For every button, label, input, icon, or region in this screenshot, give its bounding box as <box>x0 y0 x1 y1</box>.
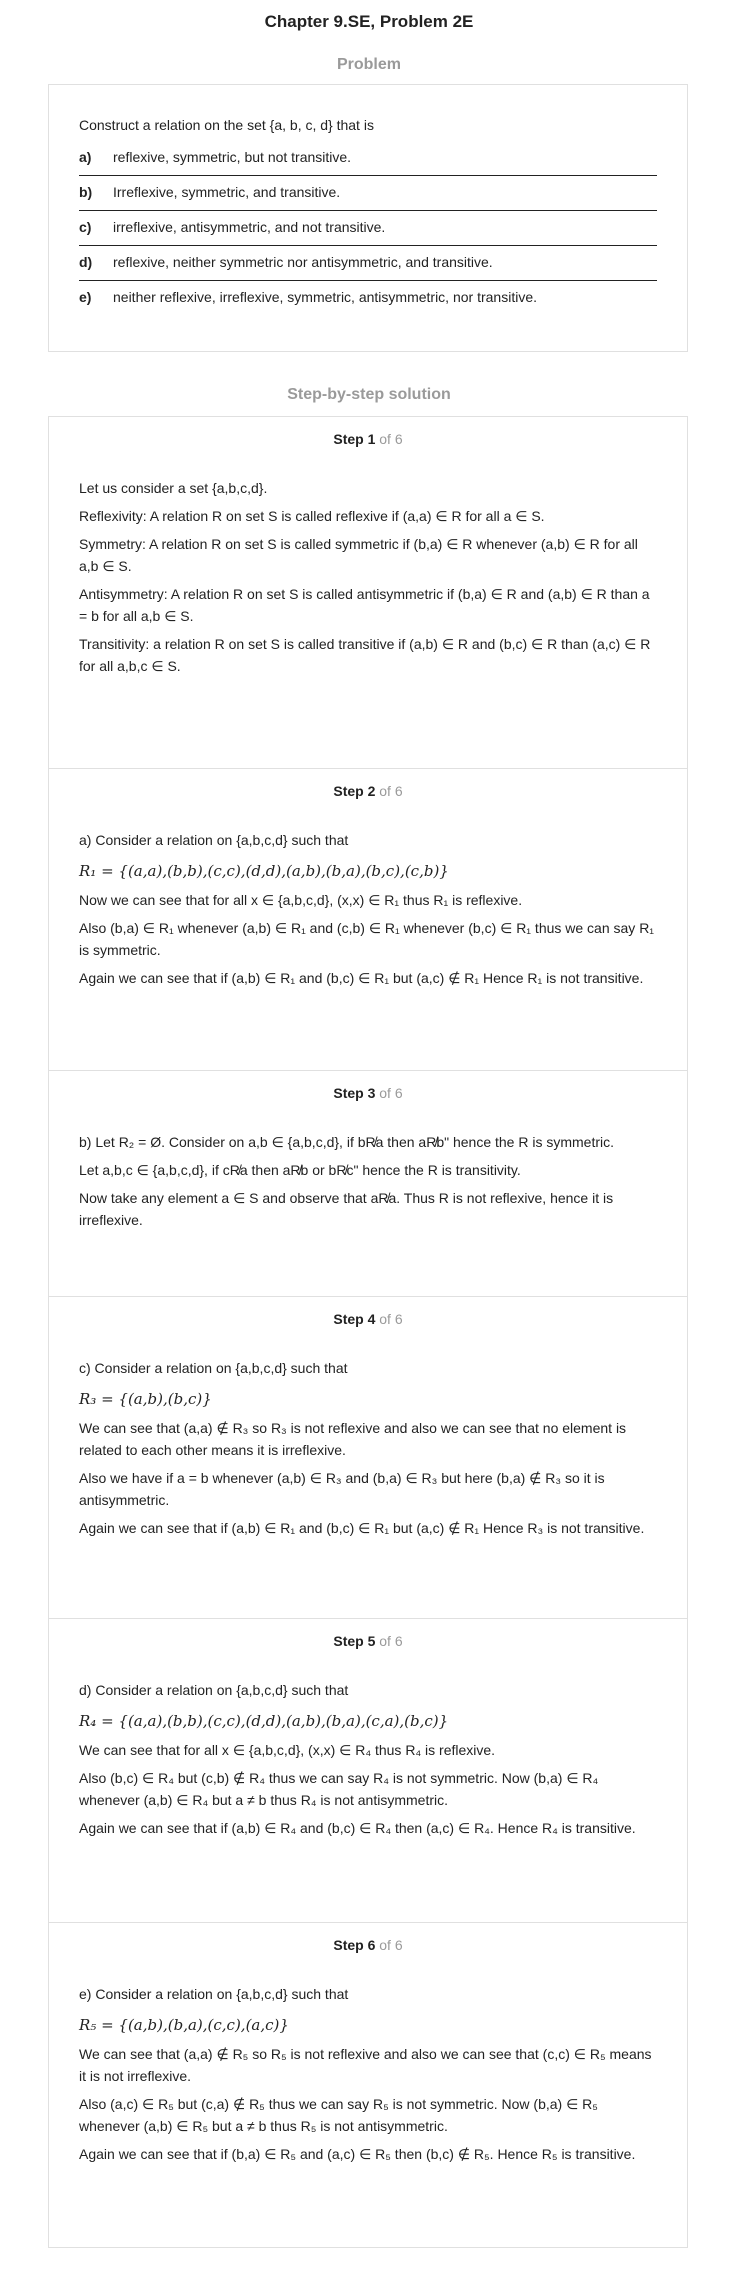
step-title <box>79 1085 657 1125</box>
step-count: of 6 <box>379 1311 403 1327</box>
step-line: Let us consider a set {a,b,c,d}. <box>79 480 268 496</box>
step-line: Now we can see that for all x ∈ {a,b,c,d}, (x,x) ∈ R₁ thus R₁ is reflexive. <box>79 892 523 908</box>
step-label: Step 5 <box>333 1633 376 1649</box>
step-line: Reflexivity: A relation R on set S is called reflexive if (a,a) ∈ R for all a ∈ S. <box>79 508 545 524</box>
part-text: irreflexive, antisymmetric, and not transitive. <box>113 219 386 235</box>
solution-steps <box>48 416 688 2248</box>
step-label: Step 1 <box>333 431 376 447</box>
step-line: Again we can see that if (a,b) ∈ R₁ and (b,c) ∈ R₁ but (a,c) ∉ R₁ Hence R₃ is not transitive. <box>79 1520 645 1536</box>
step-title <box>79 1633 657 1673</box>
step-line: Again we can see that if (b,a) ∈ R₅ and (a,c) ∈ R₅ then (b,c) ∉ R₅. Hence R₅ is transitive. <box>79 2146 636 2162</box>
problem-card <box>48 84 688 352</box>
problem-heading: Problem <box>336 56 401 73</box>
step-line: Now take any element a ∈ S and observe that aR̸a. Thus R is not reflexive, hence it is irreflexive. <box>79 1190 614 1228</box>
step-label: Step 6 <box>333 1937 376 1953</box>
part-text: reflexive, symmetric, but not transitive. <box>113 149 352 165</box>
step-line: Also we have if a = b whenever (a,b) ∈ R₃ and (b,a) ∈ R₃ but here (b,a) ∉ R₃ so it is antisymmetric. <box>79 1470 605 1508</box>
step-line: Also (a,c) ∈ R₅ but (c,a) ∉ R₅ thus we can say R₅ is not symmetric. Now (b,a) ∈ R₅ whenever (a,b) ∈ R₅ but a ≠ b thus R₅ is not antisymmetric. <box>79 2096 598 2134</box>
part-text: neither reflexive, irreflexive, symmetric, antisymmetric, nor transitive. <box>113 289 537 305</box>
step-count: of 6 <box>379 1937 403 1953</box>
step-2 <box>49 769 687 1071</box>
part-label: b) <box>79 184 93 200</box>
part-label: e) <box>79 289 92 305</box>
step-line: Again we can see that if (a,b) ∈ R₄ and (b,c) ∈ R₄ then (a,c) ∈ R₄. Hence R₄ is transitive. <box>79 1820 636 1836</box>
step-intro: c) Consider a relation on {a,b,c,d} such that <box>79 1360 348 1376</box>
part-label: c) <box>79 219 92 235</box>
step-4 <box>49 1297 687 1619</box>
relation-equation: R₄ = {(a,a),(b,b),(c,c),(d,d),(a,b),(b,a),(c,a),(b,c)} <box>79 1712 449 1730</box>
step-line: Let a,b,c ∈ {a,b,c,d}, if cR̸a then aR̸b or bR̸c" hence the R is transitivity. <box>79 1162 521 1178</box>
step-line: Symmetry: A relation R on set S is called symmetric if (b,a) ∈ R whenever (a,b) ∈ R for all a,b ∈ S. <box>79 536 638 574</box>
step-intro: a) Consider a relation on {a,b,c,d} such that <box>79 832 349 848</box>
part-label: d) <box>79 254 93 270</box>
step-title <box>79 783 657 823</box>
step-line: Antisymmetry: A relation R on set S is called antisymmetric if (b,a) ∈ R and (a,b) ∈ R than a = b for all a,b ∈ S. <box>79 586 650 624</box>
step-title <box>79 431 657 471</box>
step-line: Transitivity: a relation R on set S is called transitive if (a,b) ∈ R and (b,c) ∈ R than (a,c) ∈ R for all a,b,c ∈ S. <box>79 636 651 674</box>
step-label: Step 4 <box>333 1311 376 1327</box>
step-line: Also (b,c) ∈ R₄ but (c,b) ∉ R₄ thus we can say R₄ is not symmetric. Now (b,a) ∈ R₄ whenever (a,b) ∈ R₄ but a ≠ b thus R₄ is not antisymmetric. <box>79 1770 599 1808</box>
part-text: reflexive, neither symmetric nor antisymmetric, and transitive. <box>113 254 493 270</box>
step-label: Step 2 <box>333 783 376 799</box>
page-title: Chapter 9.SE, Problem 2E <box>264 12 474 31</box>
step-intro: e) Consider a relation on {a,b,c,d} such that <box>79 1986 349 2002</box>
step-line: Also (b,a) ∈ R₁ whenever (a,b) ∈ R₁ and (c,b) ∈ R₁ whenever (b,c) ∈ R₁ thus we can say R₁ is symmetric. <box>79 920 655 958</box>
problem-intro: Construct a relation on the set {a, b, c, d} that is <box>79 117 374 133</box>
part-text: Irreflexive, symmetric, and transitive. <box>113 184 341 200</box>
part-label: a) <box>79 149 92 165</box>
step-count: of 6 <box>379 1633 403 1649</box>
step-title <box>79 1311 657 1351</box>
solution-heading: Step-by-step solution <box>287 386 451 403</box>
step-count: of 6 <box>379 431 403 447</box>
relation-equation: R₁ = {(a,a),(b,b),(c,c),(d,d),(a,b),(b,a),(b,c),(c,b)} <box>79 862 449 880</box>
step-line: We can see that for all x ∈ {a,b,c,d}, (x,x) ∈ R₄ thus R₄ is reflexive. <box>79 1742 496 1758</box>
step-count: of 6 <box>379 783 403 799</box>
problem-part-c <box>79 211 657 246</box>
step-title <box>79 1937 657 1977</box>
step-5 <box>49 1619 687 1923</box>
step-6 <box>49 1923 687 2247</box>
problem-part-b <box>79 176 657 211</box>
problem-part-d <box>79 246 657 281</box>
relation-equation: R₃ = {(a,b),(b,c)} <box>79 1390 212 1408</box>
step-count: of 6 <box>379 1085 403 1101</box>
step-3 <box>49 1071 687 1297</box>
problem-part-a <box>79 141 657 176</box>
step-intro: d) Consider a relation on {a,b,c,d} such that <box>79 1682 349 1698</box>
step-line: b) Let R₂ = Ø. Consider on a,b ∈ {a,b,c,d}, if bR̸a then aR̸b" hence the R is symmetric. <box>79 1134 615 1150</box>
problem-part-e <box>79 281 657 315</box>
relation-equation: R₅ = {(a,b),(b,a),(c,c),(a,c)} <box>79 2016 289 2034</box>
step-label: Step 3 <box>333 1085 376 1101</box>
step-1 <box>49 417 687 769</box>
step-line: Again we can see that if (a,b) ∈ R₁ and (b,c) ∈ R₁ but (a,c) ∉ R₁ Hence R₁ is not transitive. <box>79 970 644 986</box>
step-line: We can see that (a,a) ∉ R₅ so R₅ is not reflexive and also we can see that (c,c) ∈ R₅ means it is not irreflexive. <box>79 2046 652 2084</box>
step-line: We can see that (a,a) ∉ R₃ so R₃ is not reflexive and also we can see that no element is related to each other means it is irreflexive. <box>79 1420 627 1458</box>
